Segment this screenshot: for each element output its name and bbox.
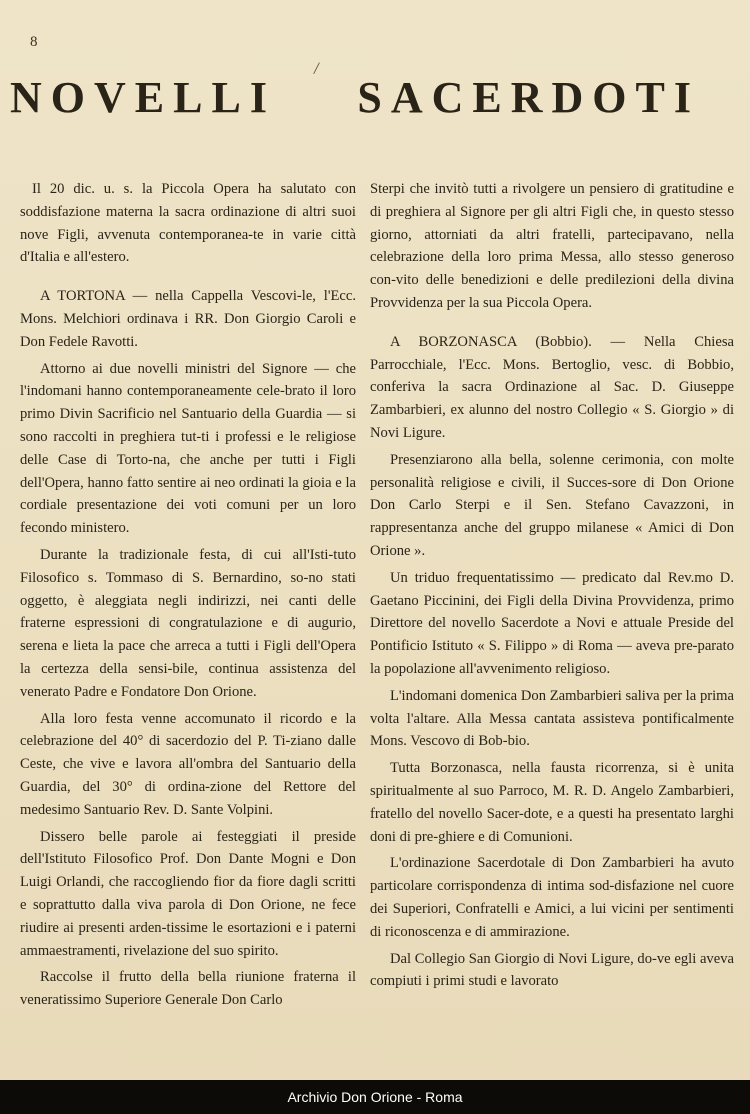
- article-title: [10, 72, 700, 123]
- archive-footer: Archivio Don Orione - Roma: [0, 1080, 750, 1114]
- paragraph: Alla loro festa venne accomunato il ricordo e la celebrazione del 40° di sacerdozio del P. Ti-ziano dalle Ceste, che vive e lavora all'ombra del Santuario della Guardia, del 30° di ordina-zione del Rettore del medesimo Santuario Rev. D. Sante Volpini.: [20, 710, 356, 818]
- paragraph: Il 20 dic. u. s. la Piccola Opera ha salutato con soddisfazione materna la sacra ordinazione di altri suoi nove Figli, avvenuta contemporanea-te in varie città d'Italia e all'estero.: [20, 181, 356, 266]
- paragraph: Un triduo frequentatissimo — predicato dal Rev.mo D. Gaetano Piccinini, dei Figli della Divina Provvidenza, primo Direttore del novello Sacerdote a Novi e attuale Preside del Pontificio Istituto « S. Filippo » di Roma — aveva pre-parato la popolazione all'avvenimento religioso.: [370, 569, 734, 677]
- paragraph: Durante la tradizionale festa, di cui all'Isti-tuto Filosofico s. Tommaso di S. Bernardino, so-no stati oggetto, è aleggiata negli indirizzi, nei canti delle fraterne espressioni di congratulazione e di augurio, serena e lieta la pace che arreca a tutti i Figli dell'Opera la certezza della sensi-bile, continua assistenza del venerato Padre e Fondatore Don Orione.: [20, 546, 356, 700]
- paragraph: Presenziarono alla bella, solenne cerimonia, con molte personalità religiose e civili, il Succes-sore di Don Orione Don Carlo Sterpi e il Sen. Stefano Cavazzoni, in rappresentanza anche del gruppo milanese « Amici di Don Orione ».: [370, 451, 734, 559]
- margin-mark: /: [312, 57, 321, 79]
- paragraph: Tutta Borzonasca, nella fausta ricorrenza, si è unita spiritualmente al suo Parroco, M. R. D. Angelo Zambarbieri, fratello del novello Sacer-dote, e a questi ha presentato larghi doni di pre-ghiere e di Comunioni.: [370, 760, 734, 845]
- paragraph: Dissero belle parole ai festeggiati il preside dell'Istituto Filosofico Prof. Don Dante Mogni e Don Luigi Orlandi, che raccogliendo fior da fiore dagli scritti e soprattutto dalla viva parola di Don Orione, ne fece riudire ai presenti arden-tissime le esortazioni e i paterni ammaestramenti, rivelazione del suo spirito.: [20, 828, 356, 959]
- right-column: [370, 178, 734, 997]
- paragraph: A BORZONASCA (Bobbio). — Nella Chiesa Parrocchiale, l'Ecc. Mons. Bertoglio, vesc. di Bobbio, conferiva la sacra Ordinazione al Sac. D. Giuseppe Zambarbieri, ex alunno del nostro Collegio « S. Giorgio » di Novi Ligure.: [370, 333, 734, 441]
- page-number: 8: [30, 34, 38, 50]
- paragraph: Sterpi che invitò tutti a rivolgere un pensiero di gratitudine e di preghiera al Signore per gli altri Figli che, in questo stesso giorno, attorniati da altri fratelli, partecipavano, nella celebrazione della loro prima Messa, allo stesso generoso con-vito delle benedizioni e delle predilezioni della divina Provvidenza per la sua Piccola Opera.: [370, 181, 734, 311]
- paragraph: Raccolse il frutto della bella riunione fraterna il veneratissimo Superiore Generale Don Carlo: [20, 969, 356, 1009]
- paragraph: Attorno ai due novelli ministri del Signore — che l'indomani hanno contemporaneamente cele-brato il loro primo Divin Sacrificio nel Santuario della Guardia — si sono raccolti in preghiera tut-ti i professi e le religiose delle Case di Torto-na, che anche per tutti i Figli dell'Opera, hanno fatto sentire ai neo ordinati la gioia e la cordiale presentazione dei voti comuni per un loro fecondo ministero.: [20, 360, 356, 537]
- title-word-2: SACERDOTI: [357, 73, 700, 122]
- paragraph: L'indomani domenica Don Zambarbieri saliva per la prima volta l'altare. Alla Messa cantata assisteva pontificalmente Mons. Vescovo di Bob-bio.: [370, 687, 734, 750]
- paragraph: A TORTONA — nella Cappella Vescovi-le, l'Ecc. Mons. Melchiori ordinava i RR. Don Giorgio Caroli e Don Fedele Ravotti.: [20, 288, 356, 350]
- paragraph: Dal Collegio San Giorgio di Novi Ligure, do-ve egli aveva compiuti i primi studi e lavorato: [370, 950, 734, 990]
- paragraph: L'ordinazione Sacerdotale di Don Zambarbieri ha avuto particolare corrispondenza di intima sod-disfazione nel cuore dei Superiori, Confratelli e Amici, a lui vicini per sentimenti di riconoscenza e di ammirazione.: [370, 855, 734, 940]
- left-column: [20, 178, 356, 1016]
- title-word-1: NOVELLI: [10, 73, 276, 122]
